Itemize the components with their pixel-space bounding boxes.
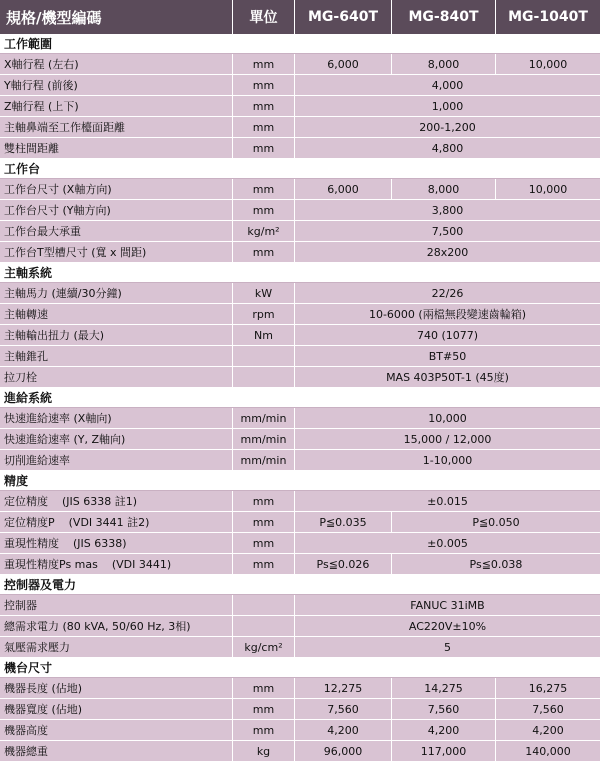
row-unit: Nm (233, 325, 295, 346)
value-cell: 6,000 (295, 54, 392, 75)
row-label: 主軸轉速 (4, 308, 48, 321)
value-cell: 7,500 (295, 221, 600, 242)
row-label-cell (0, 637, 233, 658)
row-label-cell (0, 367, 233, 388)
table-row (0, 96, 600, 117)
row-unit: kW (233, 283, 295, 304)
row-unit (233, 595, 295, 616)
table-row (0, 367, 600, 388)
section-header (0, 658, 600, 678)
header-model-840t: MG-840T (392, 0, 496, 34)
value-cell: 5 (295, 637, 600, 658)
row-label: 定位精度P (4, 516, 55, 529)
row-unit: mm/min (233, 450, 295, 471)
row-label-cell (0, 720, 233, 741)
table-row (0, 429, 600, 450)
value-cell: 4,200 (295, 720, 392, 741)
row-unit: mm (233, 720, 295, 741)
value-cell: 7,560 (392, 699, 496, 720)
table-row (0, 554, 600, 575)
row-label-cell (0, 450, 233, 471)
section-title: 精度 (0, 471, 600, 491)
row-label-cell (0, 54, 233, 75)
row-label: 工作台尺寸 (Y軸方向) (4, 204, 111, 217)
row-unit: mm (233, 491, 295, 512)
row-unit: rpm (233, 304, 295, 325)
row-unit: kg/cm² (233, 637, 295, 658)
row-note: (JIS 6338) (73, 537, 127, 550)
row-label: 主軸輸出扭力 (最大) (4, 329, 105, 342)
header-spec: 規格/機型編碼 (0, 0, 233, 34)
row-label: 工作台尺寸 (X軸方向) (4, 183, 112, 196)
row-label: 快速進給速率 (X軸向) (4, 412, 112, 425)
row-unit (233, 616, 295, 637)
value-cell: 15,000 / 12,000 (295, 429, 600, 450)
row-unit: mm (233, 138, 295, 159)
value-cell: 3,800 (295, 200, 600, 221)
row-label-cell (0, 96, 233, 117)
row-label: 定位精度 (4, 495, 48, 508)
value-cell: 12,275 (295, 678, 392, 699)
table-row (0, 346, 600, 367)
row-label-cell (0, 678, 233, 699)
table-row (0, 720, 600, 741)
section-title: 控制器及電力 (0, 575, 600, 595)
row-label-cell (0, 75, 233, 96)
row-label: 機器長度 (佔地) (4, 682, 83, 695)
row-label-cell (0, 554, 233, 575)
row-unit: mm (233, 75, 295, 96)
value-cell: 4,000 (295, 75, 600, 96)
value-cell: 14,275 (392, 678, 496, 699)
table-row (0, 408, 600, 429)
row-label-cell (0, 117, 233, 138)
row-note: (VDI 3441 註2) (68, 516, 150, 529)
table-row (0, 179, 600, 200)
table-row (0, 138, 600, 159)
table-row (0, 54, 600, 75)
row-label-cell (0, 200, 233, 221)
row-label: X軸行程 (左右) (4, 58, 79, 71)
section-header (0, 34, 600, 54)
row-label: 雙柱間距離 (4, 142, 59, 155)
table-row (0, 304, 600, 325)
table-row (0, 637, 600, 658)
value-cell: 4,200 (392, 720, 496, 741)
row-label: Z軸行程 (上下) (4, 100, 79, 113)
value-cell: AC220V±10% (295, 616, 600, 637)
row-unit: kg/m² (233, 221, 295, 242)
row-note: (JIS 6338 註1) (62, 495, 138, 508)
row-label-cell (0, 325, 233, 346)
section-title: 進給系統 (0, 388, 600, 408)
row-label-cell (0, 741, 233, 762)
row-label: 重現性精度 (4, 537, 59, 550)
row-unit: mm (233, 678, 295, 699)
section-title: 主軸系統 (0, 263, 600, 283)
value-cell: 200-1,200 (295, 117, 600, 138)
row-unit: mm (233, 96, 295, 117)
section-title: 工作範圍 (0, 34, 600, 54)
row-label-cell (0, 346, 233, 367)
row-unit: mm (233, 179, 295, 200)
row-label-cell (0, 699, 233, 720)
row-label: 機器總重 (4, 745, 48, 758)
row-unit: mm (233, 699, 295, 720)
value-cell: 10,000 (295, 408, 600, 429)
section-title: 工作台 (0, 159, 600, 179)
table-row (0, 512, 600, 533)
spec-body (0, 34, 600, 762)
row-unit: mm (233, 533, 295, 554)
row-label: 拉刀栓 (4, 371, 37, 384)
section-header (0, 159, 600, 179)
table-row (0, 325, 600, 346)
table-row (0, 595, 600, 616)
section-header (0, 575, 600, 595)
table-row (0, 450, 600, 471)
value-cell: 4,200 (496, 720, 600, 741)
value-cell: 22/26 (295, 283, 600, 304)
table-row (0, 242, 600, 263)
section-header (0, 263, 600, 283)
row-label-cell (0, 138, 233, 159)
value-cell: 4,800 (295, 138, 600, 159)
row-label: 控制器 (4, 599, 37, 612)
value-cell: 10,000 (496, 54, 600, 75)
row-unit: mm/min (233, 408, 295, 429)
value-cell: Ps≦0.026 (295, 554, 392, 575)
table-row (0, 200, 600, 221)
header-model-640t: MG-640T (295, 0, 392, 34)
row-label: 快速進給速率 (Y, Z軸向) (4, 433, 126, 446)
value-cell: MAS 403P50T-1 (45度) (295, 367, 600, 388)
value-cell: ±0.015 (295, 491, 600, 512)
row-label: 氣壓需求壓力 (4, 641, 70, 654)
value-cell: 8,000 (392, 179, 496, 200)
row-label-cell (0, 242, 233, 263)
table-row (0, 699, 600, 720)
row-label-cell (0, 616, 233, 637)
section-header (0, 388, 600, 408)
row-label-cell (0, 283, 233, 304)
table-row (0, 616, 600, 637)
row-unit: mm (233, 242, 295, 263)
header-row (0, 0, 600, 34)
table-row (0, 741, 600, 762)
row-label-cell (0, 512, 233, 533)
row-unit (233, 346, 295, 367)
row-label: 重現性精度Ps mas (4, 558, 98, 571)
table-row (0, 533, 600, 554)
row-label: 機器寬度 (佔地) (4, 703, 83, 716)
row-label-cell (0, 595, 233, 616)
row-unit: mm (233, 200, 295, 221)
row-unit: mm (233, 512, 295, 533)
value-cell: 28x200 (295, 242, 600, 263)
value-cell: 16,275 (496, 678, 600, 699)
value-cell: P≦0.035 (295, 512, 392, 533)
row-label-cell (0, 533, 233, 554)
row-label-cell (0, 179, 233, 200)
row-label-cell (0, 221, 233, 242)
row-unit: kg (233, 741, 295, 762)
value-cell: FANUC 31iMB (295, 595, 600, 616)
row-unit (233, 367, 295, 388)
table-row (0, 75, 600, 96)
row-unit: mm (233, 117, 295, 138)
value-cell: 96,000 (295, 741, 392, 762)
table-row (0, 117, 600, 138)
row-label-cell (0, 304, 233, 325)
row-note: (VDI 3441) (111, 558, 172, 571)
value-cell: BT#50 (295, 346, 600, 367)
value-cell: 10,000 (496, 179, 600, 200)
value-cell: 740 (1077) (295, 325, 600, 346)
value-cell: 6,000 (295, 179, 392, 200)
section-header (0, 471, 600, 491)
table-row (0, 221, 600, 242)
row-label-cell (0, 429, 233, 450)
value-cell: Ps≦0.038 (392, 554, 600, 575)
section-title: 機台尺寸 (0, 658, 600, 678)
row-label: 工作台最大承重 (4, 225, 81, 238)
table-row (0, 283, 600, 304)
row-label-cell (0, 408, 233, 429)
row-label: 總需求電力 (80 kVA, 50/60 Hz, 3相) (4, 620, 191, 633)
table-row (0, 678, 600, 699)
row-unit: mm/min (233, 429, 295, 450)
header-model-1040t: MG-1040T (496, 0, 600, 34)
row-label: 切削進給速率 (4, 454, 70, 467)
row-label: 機器高度 (4, 724, 48, 737)
row-label-cell (0, 491, 233, 512)
value-cell: 140,000 (496, 741, 600, 762)
value-cell: P≦0.050 (392, 512, 600, 533)
row-unit: mm (233, 554, 295, 575)
header-unit: 單位 (233, 0, 295, 34)
value-cell: ±0.005 (295, 533, 600, 554)
row-label: 主軸鼻端至工作檯面距離 (4, 121, 125, 134)
row-label: 主軸馬力 (連續/30分鐘) (4, 287, 122, 300)
value-cell: 8,000 (392, 54, 496, 75)
value-cell: 7,560 (295, 699, 392, 720)
row-label: 工作台T型槽尺寸 (寬 x 間距) (4, 246, 147, 259)
table-row (0, 491, 600, 512)
row-unit: mm (233, 54, 295, 75)
value-cell: 1-10,000 (295, 450, 600, 471)
value-cell: 117,000 (392, 741, 496, 762)
row-label: 主軸錐孔 (4, 350, 48, 363)
value-cell: 1,000 (295, 96, 600, 117)
value-cell: 7,560 (496, 699, 600, 720)
value-cell: 10-6000 (兩檔無段變速齒輪箱) (295, 304, 600, 325)
row-label: Y軸行程 (前後) (4, 79, 78, 92)
